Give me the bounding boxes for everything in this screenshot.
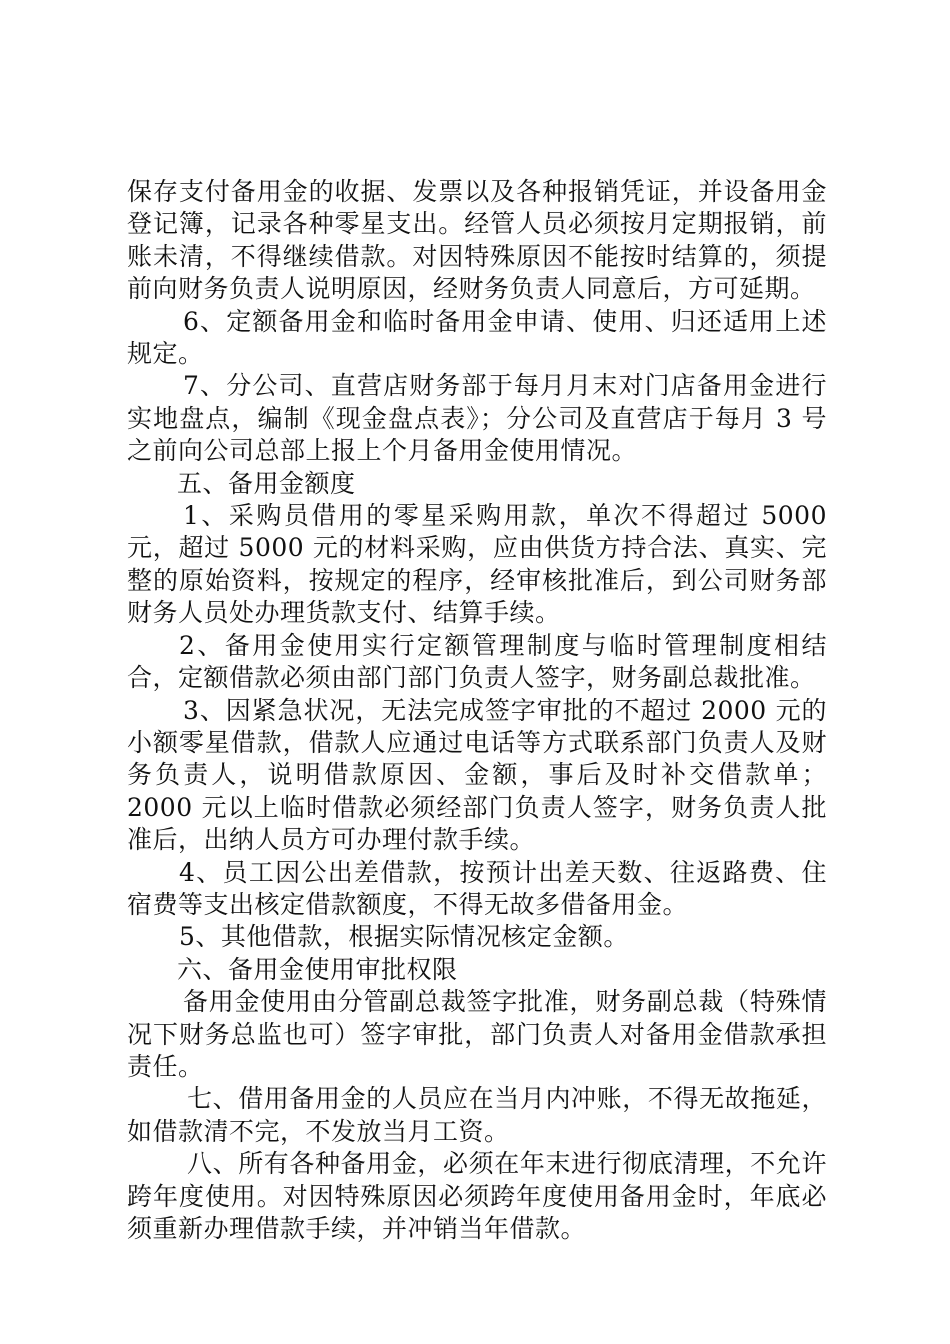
paragraph-approval-authority: 备用金使用由分管副总裁签字批准，财务副总裁（特殊情况下财务总监也可）签字审批，部门负责人对备用金借款承担责任。 bbox=[127, 987, 827, 1081]
paragraph-item-7: 7、分公司、直营店财务部于每月月末对门店备用金进行实地盘点，编制《现金盘点表》；分公司及直营店于每月 3 号之前向公司总部上报上个月备用金使用情况。 bbox=[127, 371, 827, 466]
paragraph-limit-2: 2、备用金使用实行定额管理制度与临时管理制度相结合，定额借款必须由部门部门负责人签字，财务副总裁批准。 bbox=[127, 630, 827, 693]
paragraph-limit-1: 1、采购员借用的零星采购用款，单次不得超过 5000 元，超过 5000 元的材料采购，应由供货方持合法、真实、完整的原始资料，按规定的程序，经审核批准后，到公司财务部财务人员处办理货款支付、结算手续。 bbox=[127, 501, 827, 628]
paragraph-section-7: 七、借用备用金的人员应在当月内冲账，不得无故拖延，如借款清不完，不发放当月工资。 bbox=[127, 1084, 827, 1146]
paragraph-limit-3: 3、因紧急状况，无法完成签字审批的不超过 2000 元的小额零星借款，借款人应通过电话等方式联系部门负责人及财务负责人，说明借款原因、金额，事后及时补交借款单；2000 元以上临时借款必须经部门负责人签字，财务负责人批准后，出纳人员方可办理付款手续。 bbox=[127, 695, 827, 855]
document-body bbox=[127, 176, 827, 1245]
paragraph-petty-cash-records: 保存支付备用金的收据、发票以及各种报销凭证，并设备用金登记簿，记录各种零星支出。经管人员必须按月定期报销，前账未清，不得继续借款。对因特殊原因不能按时结算的，须提前向财务负责人说明原因，经财务负责人同意后，方可延期。 bbox=[127, 177, 827, 304]
section-heading-5: 五、备用金额度 bbox=[177, 468, 356, 498]
paragraph-section-8: 八、所有各种备用金，必须在年末进行彻底清理，不允许跨年度使用。对因特殊原因必须跨年度使用备用金时，年底必须重新办理借款手续，并冲销当年借款。 bbox=[127, 1149, 827, 1243]
paragraph-limit-4: 4、员工因公出差借款，按预计出差天数、往返路费、住宿费等支出核定借款额度，不得无故多借备用金。 bbox=[127, 857, 827, 919]
section-heading-6: 六、备用金使用审批权限 bbox=[177, 954, 458, 984]
paragraph-limit-5: 5、其他借款，根据实际情况核定金额。 bbox=[179, 922, 629, 952]
paragraph-item-6: 6、定额备用金和临时备用金申请、使用、归还适用上述规定。 bbox=[127, 306, 827, 369]
